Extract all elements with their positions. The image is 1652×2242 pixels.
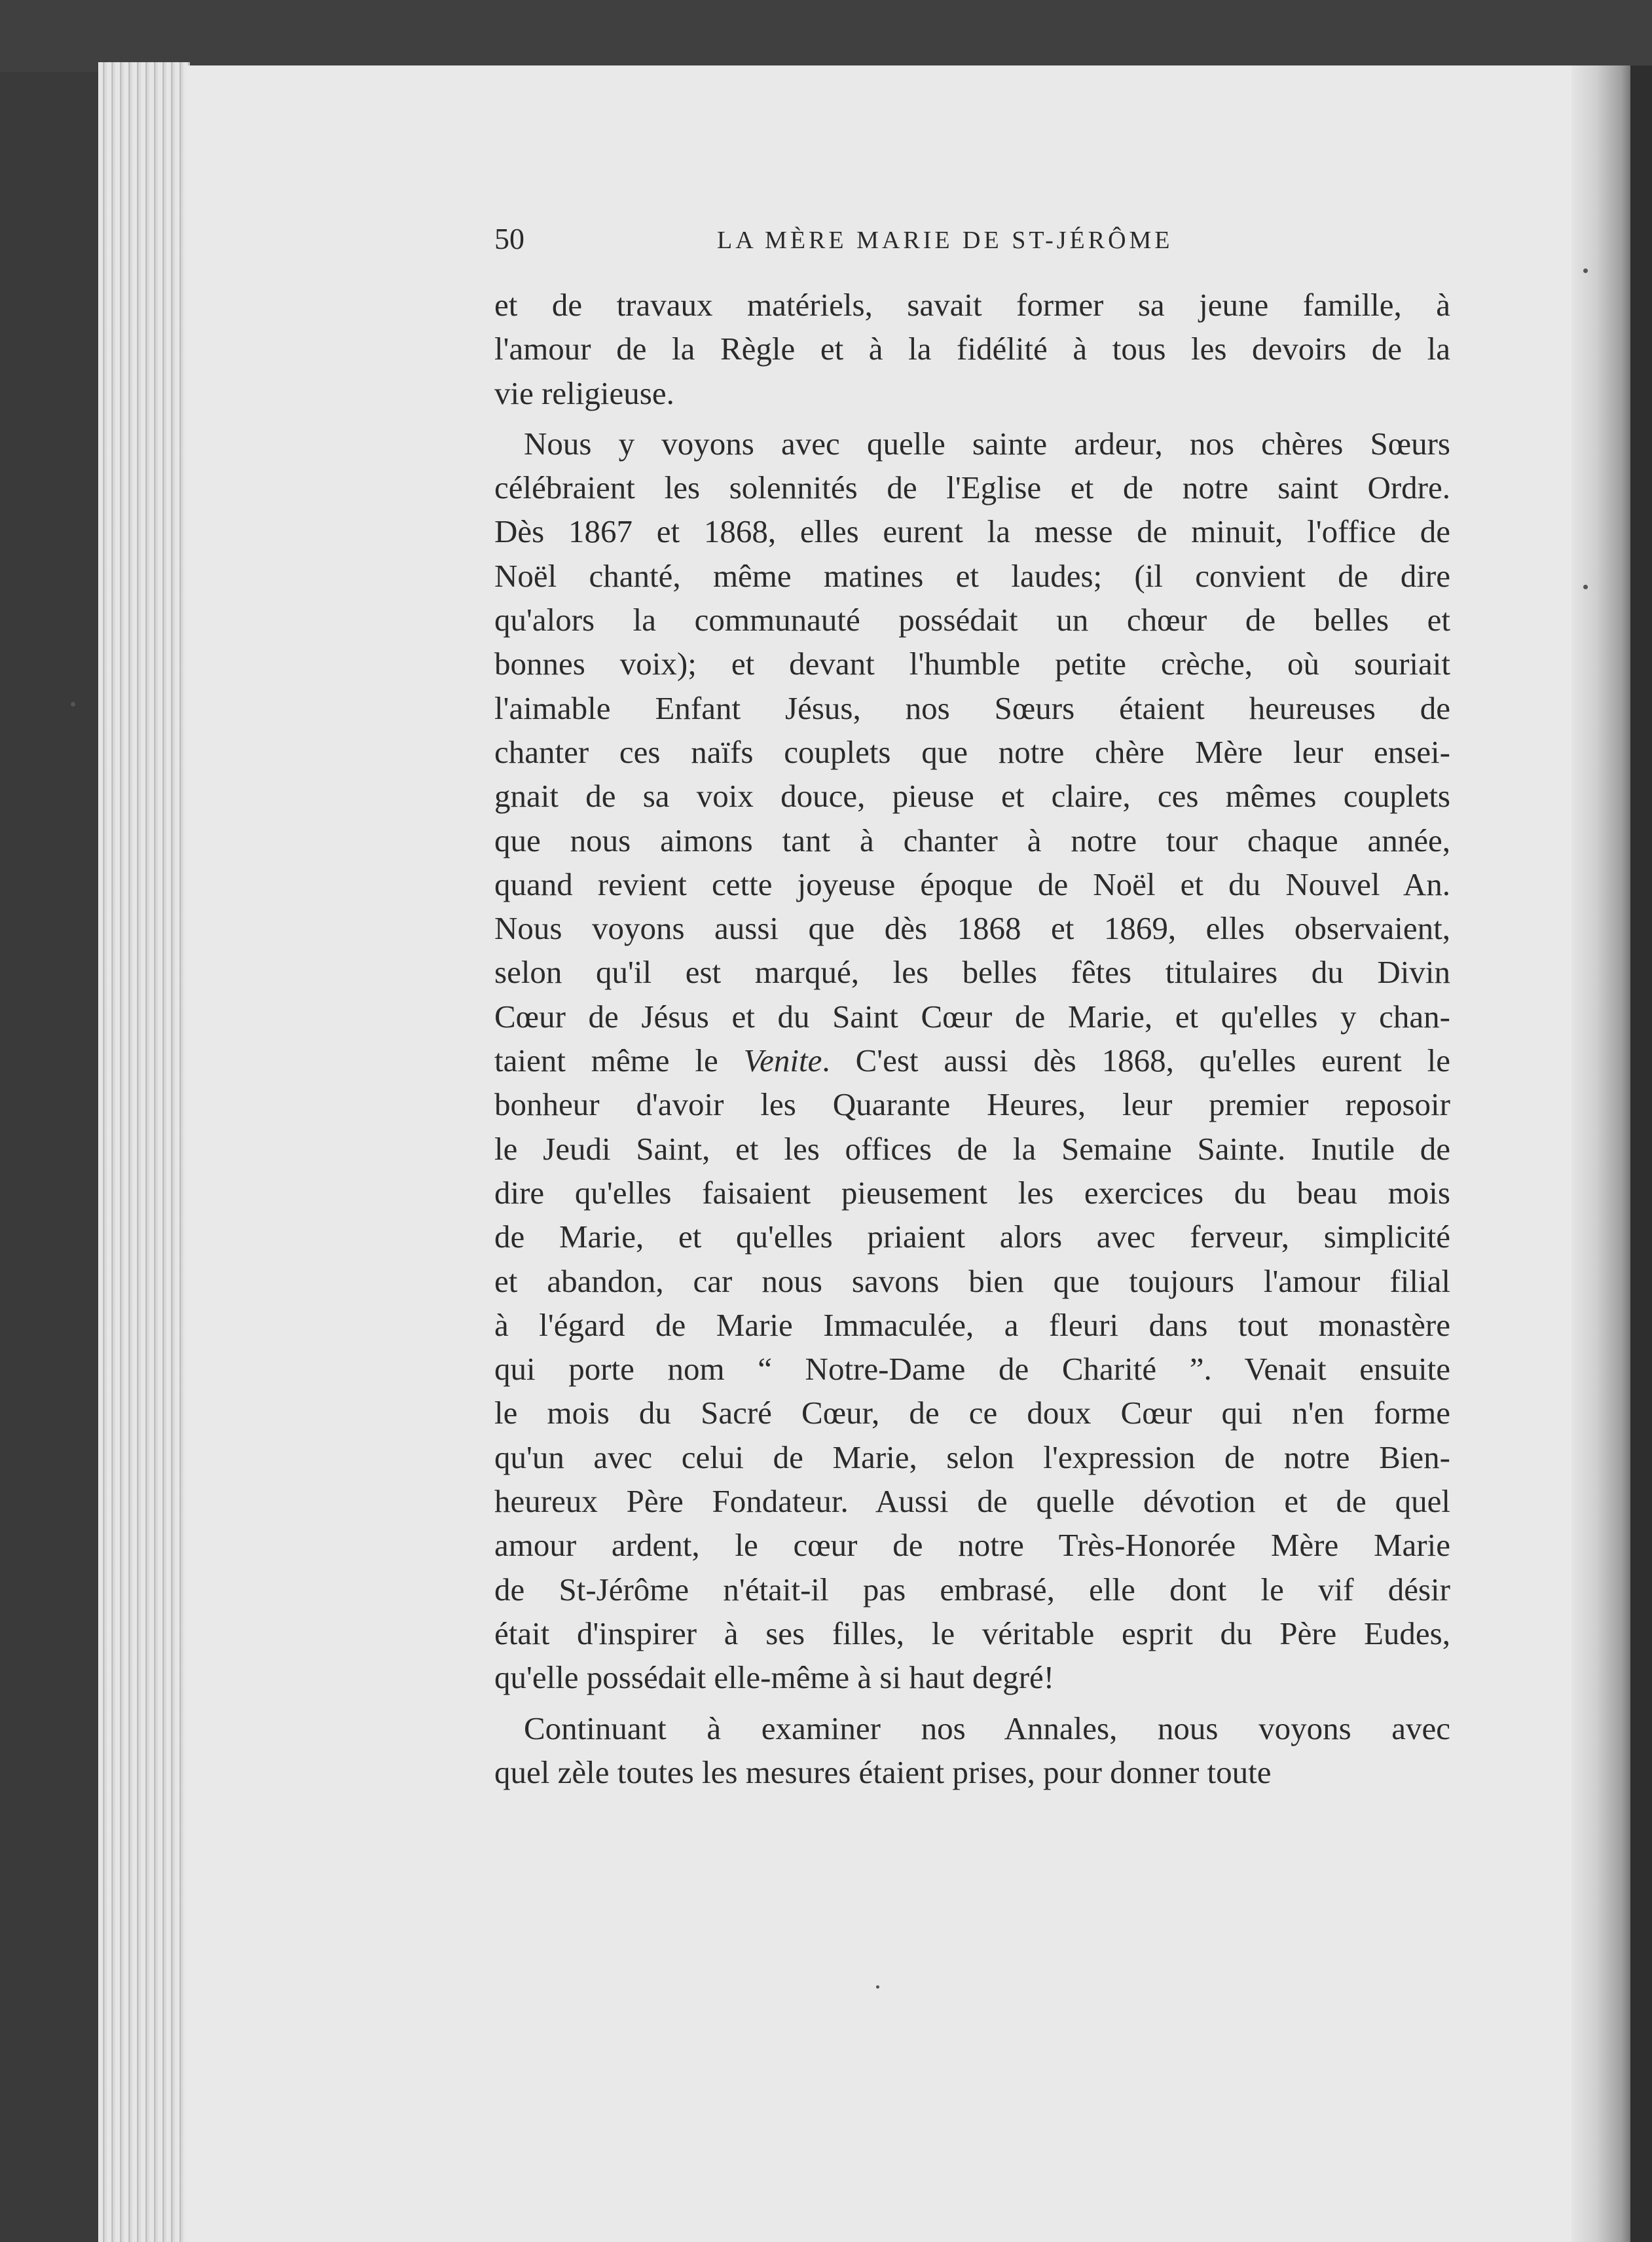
- text-line: célébraient les solennités de l'Eglise et de notre saint Ordre.: [494, 469, 1450, 506]
- text-line: Continuant à examiner nos Annales, nous voyons avec: [524, 1710, 1450, 1746]
- text-line: vie religieuse.: [494, 375, 674, 411]
- text-line: selon qu'il est marqué, les belles fêtes titulaires du Divin: [494, 954, 1450, 991]
- text-line: Cœur de Jésus et du Saint Cœur de Marie, et qu'elles y chan-: [494, 998, 1450, 1035]
- dust-speck: [876, 1985, 879, 1989]
- page-number: 50: [494, 222, 524, 255]
- text-line: que nous aimons tant à chanter à notre tour chaque année,: [494, 822, 1450, 858]
- text-line: quand revient cette joyeuse époque de Noël et du Nouvel An.: [494, 866, 1450, 902]
- text-line: qu'alors la communauté possédait un chœur de belles et: [494, 602, 1450, 638]
- text-line: était d'inspirer à ses filles, le véritable esprit du Père Eudes,: [494, 1615, 1450, 1651]
- text-line: chanter ces naïfs couplets que notre chère Mère leur ensei-: [494, 733, 1450, 770]
- text-line: heureux Père Fondateur. Aussi de quelle dévotion et de quel: [494, 1483, 1450, 1520]
- text-line: gnait de sa voix douce, pieuse et claire, ces mêmes couplets: [494, 778, 1450, 815]
- text-line: l'amour de la Règle et à la fidélité à tous les devoirs de la: [494, 331, 1450, 367]
- text-line: Noël chanté, même matines et laudes; (il convient de dire: [494, 557, 1450, 594]
- scan-background-right: [1630, 65, 1652, 2242]
- book-page-edges-left: [98, 62, 190, 2242]
- paragraph: [494, 1706, 1450, 1795]
- running-head: LA MÈRE MARIE DE ST-JÉRÔME: [717, 227, 1173, 254]
- text-line: amour ardent, le cœur de notre Très-Honorée Mère Marie: [494, 1527, 1450, 1564]
- text-line: de St-Jérôme n'était-il pas embrasé, elle dont le vif désir: [494, 1571, 1450, 1608]
- paragraph-gap: [494, 1700, 1450, 1706]
- text-line: bonheur d'avoir les Quarante Heures, leur premier reposoir: [494, 1086, 1450, 1123]
- text-line: qui porte nom “ Notre-Dame de Charité ”. Venait ensuite: [494, 1351, 1450, 1387]
- text-line: et de travaux matériels, savait former sa jeune famille, à: [494, 287, 1450, 323]
- text-line: bonnes voix); et devant l'humble petite crèche, où souriait: [494, 646, 1450, 682]
- text-line: de Marie, et qu'elles priaient alors avec ferveur, simplicité: [494, 1219, 1450, 1255]
- paragraph-gap: [494, 415, 1450, 422]
- paragraph: [494, 422, 1450, 1700]
- text-line: Nous voyons aussi que dès 1868 et 1869, elles observaient,: [494, 910, 1450, 947]
- dust-speck: [71, 702, 75, 707]
- text-line: le mois du Sacré Cœur, de ce doux Cœur qui n'en forme: [494, 1395, 1450, 1431]
- text-line: l'aimable Enfant Jésus, nos Sœurs étaient heureuses de: [494, 689, 1450, 726]
- scan-background-top: [0, 0, 1652, 72]
- text-line: Dès 1867 et 1868, elles eurent la messe de minuit, l'office de: [494, 513, 1450, 550]
- text-line: taient même le Venite. C'est aussi dès 1868, qu'elles eurent le: [494, 1042, 1450, 1079]
- book-gutter-right: [1571, 65, 1634, 2242]
- text-line: à l'égard de Marie Immaculée, a fleuri dans tout monastère: [494, 1306, 1450, 1343]
- text-line: Nous y voyons avec quelle sainte ardeur, nos chères Sœurs: [524, 425, 1450, 462]
- body-text: [494, 283, 1450, 1794]
- dust-speck: [1583, 268, 1588, 273]
- text-line: dire qu'elles faisaient pieusement les exercices du beau mois: [494, 1174, 1450, 1211]
- text-line: quel zèle toutes les mesures étaient prises, pour donner toute: [494, 1754, 1272, 1790]
- text-line: qu'un avec celui de Marie, selon l'expression de notre Bien-: [494, 1439, 1450, 1475]
- text-line: et abandon, car nous savons bien que toujours l'amour filial: [494, 1262, 1450, 1299]
- text-line: le Jeudi Saint, et les offices de la Semaine Sainte. Inutile de: [494, 1130, 1450, 1167]
- paragraph: [494, 283, 1450, 415]
- text-line: qu'elle possédait elle-même à si haut degré!: [494, 1659, 1055, 1696]
- dust-speck: [1583, 585, 1588, 589]
